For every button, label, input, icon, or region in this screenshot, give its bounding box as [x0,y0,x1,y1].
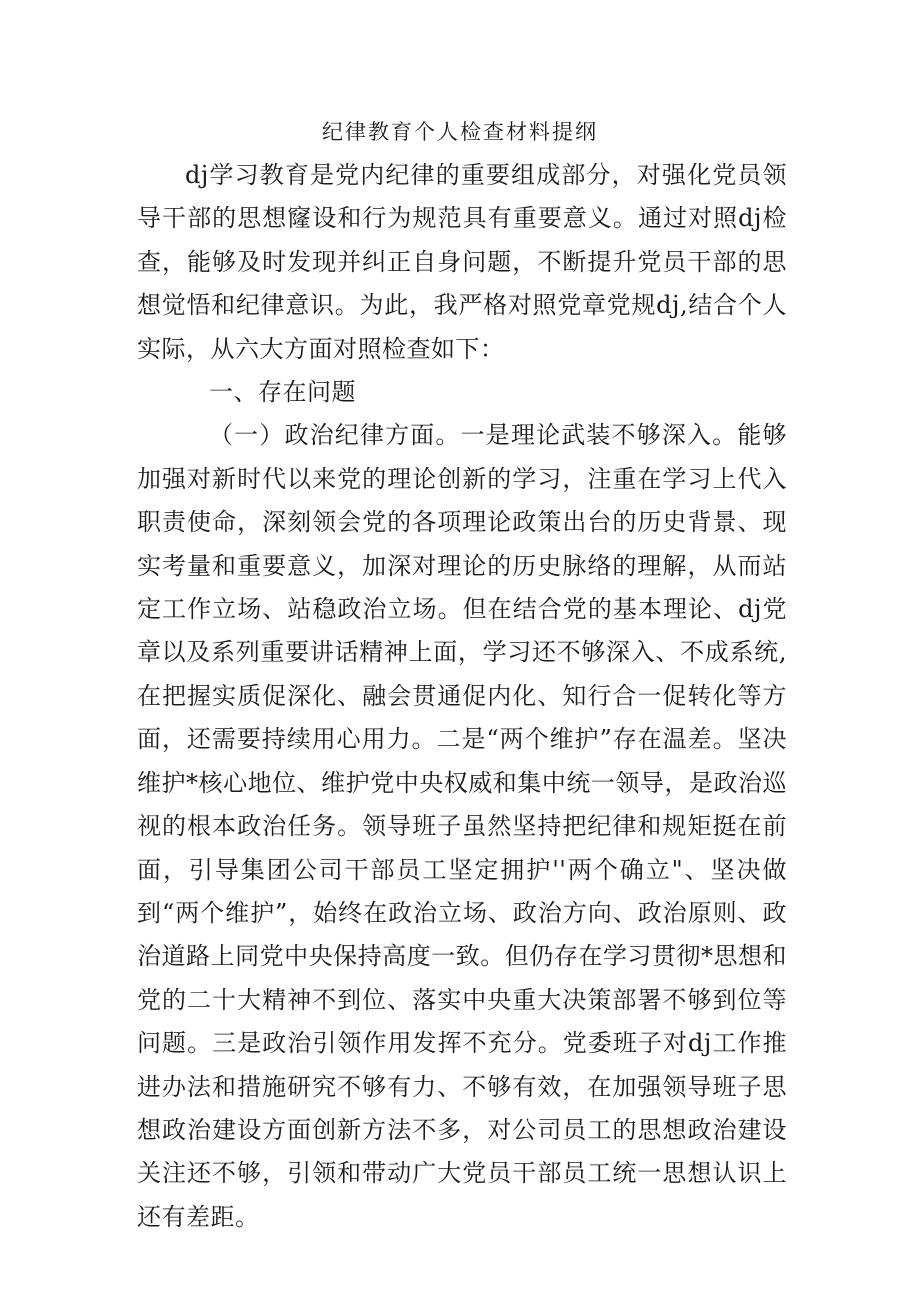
political-discipline-paragraph: （一）政治纪律方面。一是理论武装不够深入。能够加强对新时代以来党的理论创新的学习，注重在学习上代入职责使命，深刻领会党的各项理论政策出台的历史背景、现实考量和重要意义，加深对理论的历史脉络的理解，从而站定工作立场、站稳政治立场。但在结合党的基本理论、dj党章以及系列重要讲话精神上面，学习还不够深入、不成系统,在把握实质促深化、融会贯通促内化、知行合一促转化等方面，还需要持续用心用力。二是“两个维护”存在温差。坚决维护*核心地位、维护党中央权威和集中统一领导，是政治巡视的根本政治任务。领导班子虽然坚持把纪律和规矩挺在前面，引导集团公司干部员工坚定拥护''两个确立"、坚决做到“两个维护”，始终在政治立场、政治方向、政治原则、政治道路上同党中央保持高度一致。但仍存在学习贯彻*思想和党的二十大精神不到位、落实中央重大决策部署不够到位等问题。三是政治引领作用发挥不充分。党委班子对dj工作推进办法和措施研究不够有力、不够有效，在加强领导班子思想政治建设方面创新方法不多，对公司员工的思想政治建设关注还不够，引领和带动广大党员干部员工统一思想认识上还有差距。 [137,421,787,1231]
section-heading: 一、存在问题 [209,378,356,407]
document-body [137,154,787,1239]
document-title: 纪律教育个人检查材料提纲 [322,120,598,144]
intro-paragraph: dj学习教育是党内纪律的重要组成部分，对强化党员领导干部的思想窿设和行为规范具有重要意义。通过对照dj检查，能够及时发现并纠正自身问题，不断提升党员干部的思想觉悟和纪律意识。为此，我严格对照党章党规dj,结合个人实际，从六大方面对照检查如下： [137,161,787,363]
